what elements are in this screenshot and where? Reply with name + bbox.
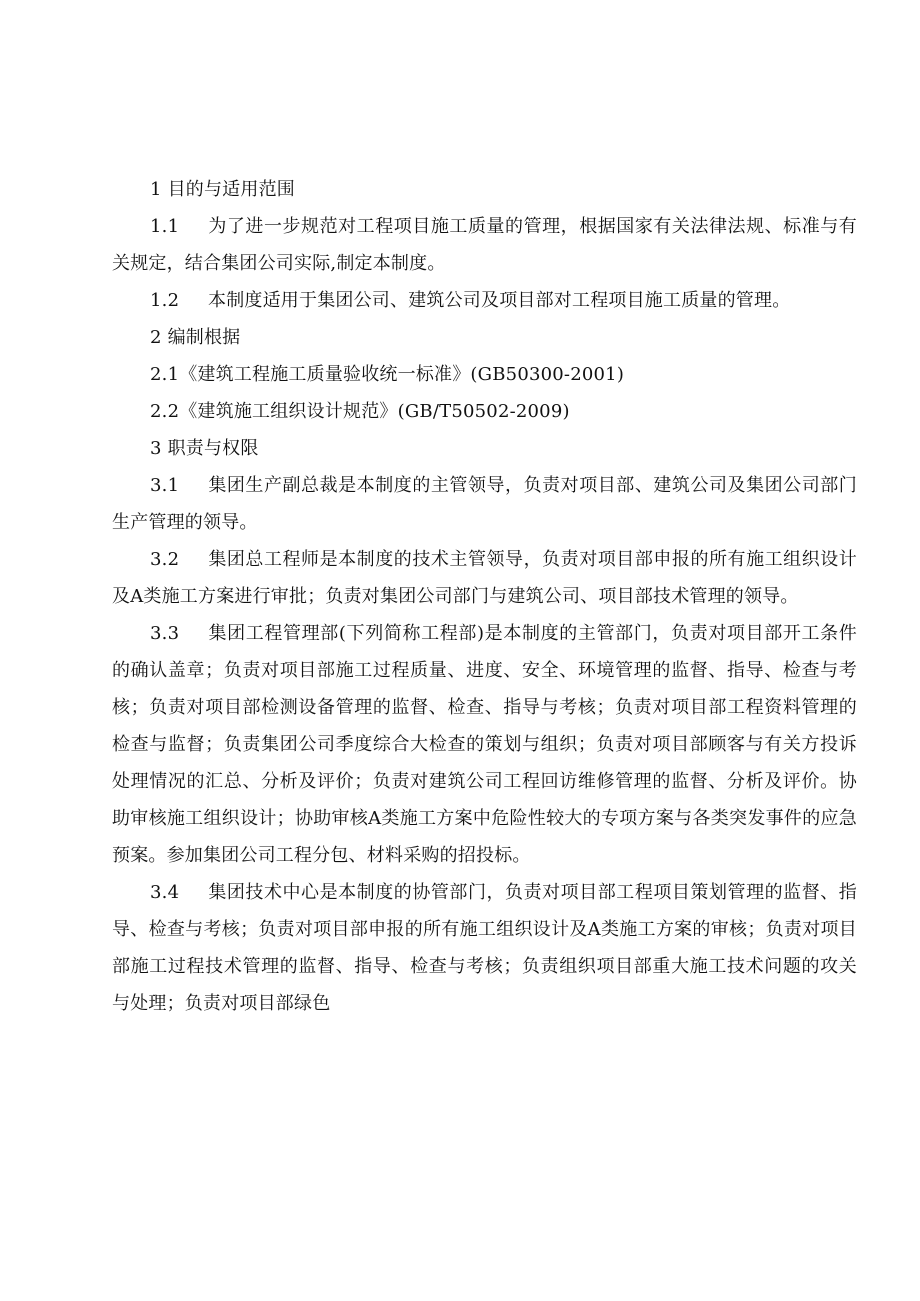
clause-number: 2.1 <box>150 364 180 385</box>
clause-1-1 <box>112 208 857 282</box>
clause-number: 3.2 <box>150 549 180 570</box>
clause-text: 《建筑施工组织设计规范》(GB/T50502-2009) <box>179 401 570 422</box>
clause-text: 集团技术中心是本制度的协管部门，负责对项目部工程项目策划管理的监督、指导、检查与考核；负责对项目部申报的所有施工组织设计及A类施工方案的审核；负责对项目部施工过程技术管理的监督、指导、检查与考核；负责组织项目部重大施工技术问题的攻关与处理；负责对项目部绿色 <box>112 882 857 1014</box>
section-heading-2: 2 编制根据 <box>150 327 241 348</box>
clause-3-1 <box>112 467 857 541</box>
clause-text: 本制度适用于集团公司、建筑公司及项目部对工程项目施工质量的管理。 <box>208 290 791 311</box>
clause-number: 1.2 <box>150 290 180 311</box>
clause-number: 2.2 <box>150 401 180 422</box>
clause-3-4 <box>112 874 857 1022</box>
clause-text: 为了进一步规范对工程项目施工质量的管理，根据国家有关法律法规、标准与有关规定，结合集团公司实际,制定本制度。 <box>112 216 857 274</box>
clause-number: 3.3 <box>150 623 180 644</box>
clause-1-2 <box>112 282 857 319</box>
clause-text: 集团总工程师是本制度的技术主管领导，负责对项目部申报的所有施工组织设计及A类施工方案进行审批；负责对集团公司部门与建筑公司、项目部技术管理的领导。 <box>112 549 857 607</box>
clause-number: 3.1 <box>150 475 180 496</box>
section-heading-3: 3 职责与权限 <box>150 438 259 459</box>
section-heading-1: 1 目的与适用范围 <box>150 179 295 200</box>
clause-text: 集团工程管理部(下列简称工程部)是本制度的主管部门，负责对项目部开工条件的确认盖章；负责对项目部施工过程质量、进度、安全、环境管理的监督、指导、检查与考核；负责对项目部检测设备管理的监督、检查、指导与考核；负责对项目部工程资料管理的检查与监督；负责集团公司季度综合大检查的策划与组织；负责对项目部顾客与有关方投诉处理情况的汇总、分析及评价；负责对建筑公司工程回访维修管理的监督、分析及评价。协助审核施工组织设计；协助审核A类施工方案中危险性较大的专项方案与各类突发事件的应急预案。参加集团公司工程分包、材料采购的招投标。 <box>112 623 857 866</box>
clause-text: 集团生产副总裁是本制度的主管领导，负责对项目部、建筑公司及集团公司部门生产管理的领导。 <box>112 475 857 533</box>
clause-2-2 <box>112 393 857 430</box>
clause-number: 3.4 <box>150 882 180 903</box>
clause-3-2 <box>112 541 857 615</box>
clause-2-1 <box>112 356 857 393</box>
clause-text: 《建筑工程施工质量验收统一标准》(GB50300-2001) <box>179 364 625 385</box>
document-body <box>112 171 857 1022</box>
clause-number: 1.1 <box>150 216 180 237</box>
clause-3-3 <box>112 615 857 874</box>
